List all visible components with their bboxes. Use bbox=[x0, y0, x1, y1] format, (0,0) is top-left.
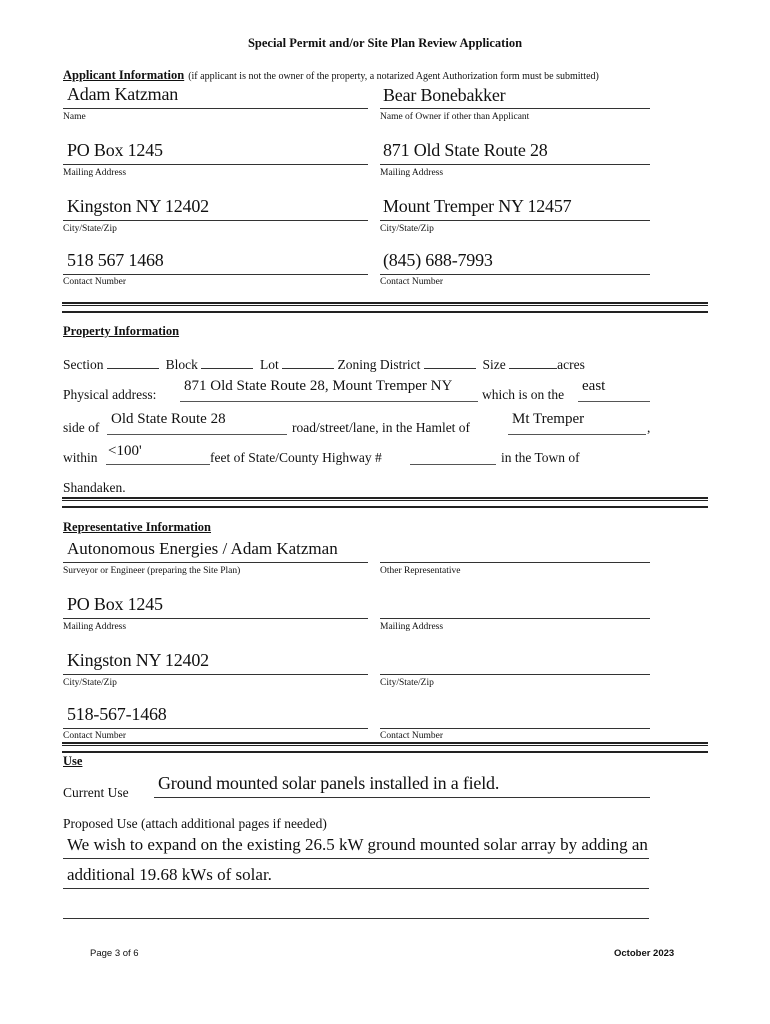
rep-phone-line bbox=[63, 728, 368, 729]
rep-mail-label: Mailing Address bbox=[63, 622, 127, 632]
distance-field[interactable]: <100' bbox=[108, 443, 142, 459]
applicant-heading: Applicant Information bbox=[63, 68, 185, 82]
rep-city-field[interactable]: Kingston NY 12402 bbox=[67, 650, 209, 670]
applicant-city-field[interactable]: Kingston NY 12402 bbox=[67, 196, 209, 216]
other-phone-field[interactable] bbox=[380, 728, 650, 729]
surveyor-label: Surveyor or Engineer (preparing the Site Plan) bbox=[63, 566, 241, 576]
proposed-use-rule1 bbox=[63, 858, 649, 859]
page-number: Page 3 of 6 bbox=[90, 948, 139, 959]
road-field[interactable]: Old State Route 28 bbox=[111, 411, 226, 427]
other-rep-label: Other Representative bbox=[380, 566, 461, 576]
applicant-mail-label: Mailing Address bbox=[63, 168, 127, 178]
owner-mail-field[interactable]: 871 Old State Route 28 bbox=[383, 140, 548, 160]
town-value: Shandaken. bbox=[63, 480, 126, 495]
acres-label: acres bbox=[557, 357, 585, 372]
rep-city-line bbox=[63, 674, 368, 675]
address-label: Physical address: bbox=[63, 387, 157, 402]
lot-label: Lot bbox=[260, 357, 279, 372]
proposed-use-rule2 bbox=[63, 888, 649, 889]
which-label: which is on the bbox=[482, 387, 565, 402]
rep-city-label: City/State/Zip bbox=[63, 678, 117, 688]
block-field[interactable] bbox=[201, 356, 253, 369]
section-field[interactable] bbox=[107, 356, 159, 369]
surveyor-field[interactable]: Autonomous Energies / Adam Katzman bbox=[67, 539, 338, 558]
footer-date: October 2023 bbox=[614, 948, 675, 959]
hamlet-comma: , bbox=[647, 420, 651, 435]
proposed-use-line1[interactable]: We wish to expand on the existing 26.5 kW ground mounted solar array by adding an bbox=[67, 835, 648, 854]
owner-city-label: City/State/Zip bbox=[380, 224, 434, 234]
owner-mail-label: Mailing Address bbox=[380, 168, 444, 178]
applicant-name-field[interactable]: Adam Katzman bbox=[67, 84, 179, 104]
owner-city-line bbox=[380, 220, 650, 221]
property-heading: Property Information bbox=[63, 324, 180, 338]
owner-name-label: Name of Owner if other than Applicant bbox=[380, 112, 530, 122]
rep-phone-label: Contact Number bbox=[63, 731, 127, 741]
current-use-label: Current Use bbox=[63, 785, 129, 800]
current-use-field[interactable]: Ground mounted solar panels installed in a field. bbox=[158, 773, 500, 793]
section-label: Section bbox=[63, 357, 104, 372]
owner-city-field[interactable]: Mount Tremper NY 12457 bbox=[383, 196, 572, 216]
current-use-line bbox=[154, 797, 650, 798]
section-divider bbox=[62, 742, 708, 753]
owner-phone-field[interactable]: (845) 688-7993 bbox=[383, 250, 493, 270]
size-label: Size bbox=[482, 357, 506, 372]
owner-mail-line bbox=[380, 164, 650, 165]
section-divider bbox=[62, 302, 708, 313]
owner-phone-line bbox=[380, 274, 650, 275]
proposed-use-rule3[interactable] bbox=[63, 918, 649, 919]
other-phone-label: Contact Number bbox=[380, 731, 444, 741]
applicant-phone-field[interactable]: 518 567 1468 bbox=[67, 250, 164, 270]
applicant-city-line bbox=[63, 220, 368, 221]
highway-field[interactable] bbox=[410, 464, 496, 465]
zoning-label: Zoning District bbox=[337, 357, 421, 372]
road-line bbox=[107, 434, 287, 435]
applicant-mail-line bbox=[63, 164, 368, 165]
owner-name-line bbox=[380, 108, 650, 109]
rep-mail-field[interactable]: PO Box 1245 bbox=[67, 594, 163, 614]
proposed-use-label: Proposed Use (attach additional pages if needed) bbox=[63, 816, 327, 831]
applicant-phone-line bbox=[63, 274, 368, 275]
block-label: Block bbox=[165, 357, 198, 372]
other-city-label: City/State/Zip bbox=[380, 678, 434, 688]
page-title: Special Permit and/or Site Plan Review Application bbox=[247, 36, 523, 50]
other-mail-field[interactable] bbox=[380, 618, 650, 619]
applicant-name-label: Name bbox=[63, 112, 86, 122]
side-line bbox=[578, 401, 650, 402]
sideof-label: side of bbox=[63, 420, 100, 435]
other-mail-label: Mailing Address bbox=[380, 622, 444, 632]
use-heading: Use bbox=[63, 754, 83, 768]
applicant-name-line bbox=[63, 108, 368, 109]
hamlet-field[interactable]: Mt Tremper bbox=[512, 411, 585, 427]
surveyor-line bbox=[63, 562, 368, 563]
owner-name-field[interactable]: Bear Bonebakker bbox=[383, 85, 506, 105]
within-label: within bbox=[63, 450, 98, 465]
rep-phone-field[interactable]: 518-567-1468 bbox=[67, 704, 167, 724]
lot-field[interactable] bbox=[282, 356, 334, 369]
feet-label: feet of State/County Highway # bbox=[210, 450, 382, 465]
applicant-phone-label: Contact Number bbox=[63, 277, 127, 287]
road-label: road/street/lane, in the Hamlet of bbox=[292, 420, 471, 435]
address-line bbox=[180, 401, 478, 402]
town-label: in the Town of bbox=[501, 450, 580, 465]
property-parcel-row bbox=[63, 356, 585, 373]
distance-line bbox=[106, 464, 210, 465]
representative-heading: Representative Information bbox=[63, 520, 212, 534]
zoning-field[interactable] bbox=[424, 356, 476, 369]
other-city-field[interactable] bbox=[380, 674, 650, 675]
owner-phone-label: Contact Number bbox=[380, 277, 444, 287]
applicant-note: (if applicant is not the owner of the property, a notarized Agent Authorization form must be submitted) bbox=[188, 71, 599, 82]
side-field[interactable]: east bbox=[582, 378, 606, 394]
other-rep-field[interactable] bbox=[380, 562, 650, 563]
applicant-city-label: City/State/Zip bbox=[63, 224, 117, 234]
section-divider bbox=[62, 497, 708, 508]
applicant-section bbox=[63, 66, 599, 84]
address-field[interactable]: 871 Old State Route 28, Mount Tremper NY bbox=[184, 378, 453, 394]
rep-mail-line bbox=[63, 618, 368, 619]
proposed-use-line2[interactable]: additional 19.68 kWs of solar. bbox=[67, 865, 272, 884]
hamlet-line bbox=[508, 434, 646, 435]
size-field[interactable] bbox=[509, 356, 557, 369]
applicant-mail-field[interactable]: PO Box 1245 bbox=[67, 140, 163, 160]
